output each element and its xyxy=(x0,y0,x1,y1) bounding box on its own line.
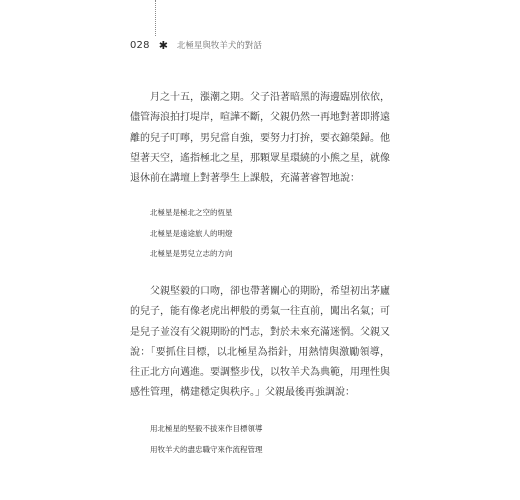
quote-line: 用北極星的堅毅不拔來作目標領導 xyxy=(150,424,263,433)
star-icon: ✱ xyxy=(158,38,168,52)
header-dotted-rule xyxy=(155,0,156,36)
running-title: 北極星與牧羊犬的對話 xyxy=(176,41,262,51)
quote-line: 北極星是極北之空的恆星 xyxy=(150,208,233,217)
page-number: 028 xyxy=(130,39,150,51)
quote-block-north-star xyxy=(150,203,390,265)
page-header xyxy=(130,38,262,52)
quote-block-management xyxy=(150,419,390,460)
quote-line: 北極星是遠途旅人的明燈 xyxy=(150,228,233,238)
quote-line: 用牧羊犬的盡忠職守來作流程管理 xyxy=(150,444,263,454)
quote-line: 北極星是男兒立志的方向 xyxy=(150,249,233,258)
body-paragraph-2: 父親堅毅的口吻，卻也帶著關心的期盼，希望初出茅廬的兒子，能有像老虎出柙般的勇氣一往直前，闖出名氣；可是兒子並沒有父親期盼的鬥志，對於未來充滿迷惘。父親又說：「要抓住目標，以北極星為指針，用熱情與激勵領導，往正北方向邁進。要調整步伐，以牧羊犬為典範，用理性與感性管理，構建穩定與秩序。」父親最後再強調說： xyxy=(130,286,390,399)
body-paragraph-1: 月之十五，漲潮之期。父子沿著暗黑的海邊臨別依依，儘管海浪拍打堤岸，喧譁不斷，父親仍然一再地對著即將遠離的兒子叮嚀，男兒當自強，要努力打拚，要衣錦榮歸。他望著天空，遙指極北之星，那顆眾星環繞的小熊之星，就像退休前在講壇上對著學生上課般，充滿著睿智地說： xyxy=(130,92,390,185)
